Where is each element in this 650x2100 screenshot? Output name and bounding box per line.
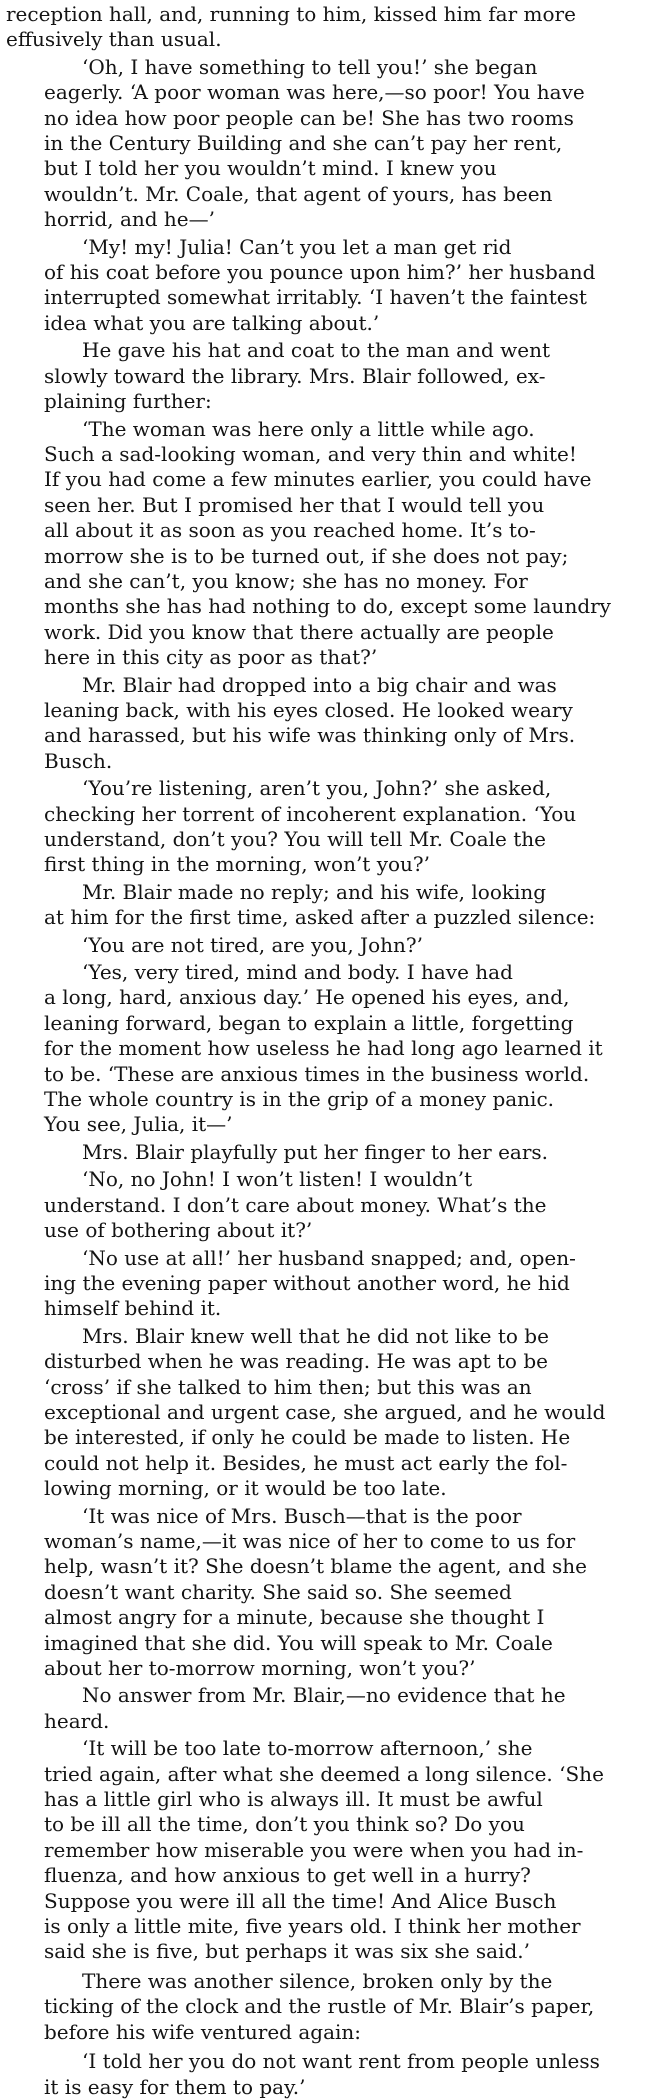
text-line: ‘cross’ if she talked to him then; but this was an bbox=[44, 1374, 532, 1399]
text-line: tried again, after what she deemed a long silence. ‘She bbox=[44, 1761, 604, 1786]
text-line: no idea how poor people can be! She has two rooms bbox=[44, 105, 574, 130]
text-line: in the Century Building and she can’t pay her rent, bbox=[44, 131, 563, 156]
text-line: doesn’t want charity. She said so. She seemed bbox=[44, 1579, 512, 1604]
paragraph bbox=[6, 1246, 642, 1322]
text-line: a long, hard, anxious day.’ He opened his eyes, and, bbox=[44, 985, 570, 1010]
text-line: Such a sad-looking woman, and very thin and white! bbox=[44, 441, 577, 466]
text-line: ‘Oh, I have something to tell you!’ she began bbox=[82, 54, 538, 79]
text-line: There was another silence, broken only by the bbox=[82, 1968, 553, 1993]
text-line: leaning back, with his eyes closed. He looked weary bbox=[44, 697, 573, 722]
text-line: for the moment how useless he had long ago learned it bbox=[44, 1036, 603, 1061]
text-line: interrupted somewhat irritably. ‘I haven’t the faintest bbox=[44, 285, 587, 310]
text-line: ‘It was nice of Mrs. Busch—that is the poor bbox=[82, 1503, 522, 1528]
text-line: about her to-morrow morning, won’t you?’ bbox=[44, 1656, 476, 1680]
paragraph bbox=[6, 1504, 642, 1682]
text-line: almost angry for a minute, because she thought I bbox=[44, 1605, 545, 1630]
text-line: and harassed, but his wife was thinking only of Mrs. bbox=[44, 723, 576, 748]
text-line: ing the evening paper without another word, he hid bbox=[44, 1270, 570, 1295]
text-line: remember how miserable you were when you had in- bbox=[44, 1837, 584, 1862]
text-line: Mrs. Blair knew well that he did not like to be bbox=[82, 1323, 549, 1348]
text-line: imagined that she did. You will speak to Mr. Coale bbox=[44, 1630, 553, 1655]
text-line: Mr. Blair made no reply; and his wife, looking bbox=[82, 879, 547, 904]
text-line: months she has had nothing to do, except some laundry bbox=[44, 594, 611, 619]
text-line: heard. bbox=[44, 1708, 110, 1733]
document-page bbox=[0, 2, 650, 2100]
text-line: horrid, and he—’ bbox=[44, 207, 215, 232]
text-line: Mr. Blair had dropped into a big chair and was bbox=[82, 672, 557, 697]
text-line: reception hall, and, running to him, kissed him far more bbox=[6, 2, 576, 26]
text-line: here in this city as poor as that?’ bbox=[44, 645, 378, 670]
text-line: morrow she is to be turned out, if she does not pay; bbox=[44, 543, 569, 568]
text-line: ‘The woman was here only a little while ago. bbox=[82, 416, 535, 441]
text-line: If you had come a few minutes earlier, you could have bbox=[44, 467, 592, 492]
text-line: woman’s name,—it was nice of her to come to us for bbox=[44, 1528, 576, 1553]
text-line: work. Did you know that there actually are people bbox=[44, 619, 554, 644]
paragraph bbox=[6, 338, 642, 414]
text-line: to be ill all the time, don’t you think so? Do you bbox=[44, 1812, 525, 1837]
text-line: to be. ‘These are anxious times in the business world. bbox=[44, 1061, 590, 1086]
text-line: all about it as soon as you reached home. It’s to- bbox=[44, 518, 536, 543]
text-line: exceptional and urgent case, she argued, and he would bbox=[44, 1399, 606, 1424]
text-line: ‘You are not tired, are you, John?’ bbox=[82, 932, 423, 957]
text-line: could not help it. Besides, he must act early the fol- bbox=[44, 1450, 568, 1475]
text-line: seen her. But I promised her that I would tell you bbox=[44, 492, 545, 517]
text-line: ticking of the clock and the rustle of Mr. Blair’s paper, bbox=[44, 1994, 595, 2019]
paragraph bbox=[6, 960, 642, 1138]
text-line: ‘Yes, very tired, mind and body. I have had bbox=[82, 960, 513, 985]
text-line: before his wife ventured again: bbox=[44, 2019, 362, 2044]
paragraph bbox=[6, 417, 642, 671]
text-line: fluenza, and how anxious to get well in a hurry? bbox=[44, 1863, 531, 1888]
text-line: himself behind it. bbox=[44, 1296, 222, 1321]
text-line: ‘You’re listening, aren’t you, John?’ she asked, bbox=[82, 776, 552, 801]
text-line: disturbed when he was reading. He was apt to be bbox=[44, 1349, 548, 1374]
text-line: of his coat before you pounce upon him?’ her husband bbox=[44, 260, 596, 285]
paragraph bbox=[6, 1140, 642, 1165]
text-line: wouldn’t. Mr. Coale, that agent of yours, has been bbox=[44, 181, 553, 206]
text-line: Mrs. Blair playfully put her finger to her ears. bbox=[82, 1139, 549, 1164]
text-line: help, wasn’t it? She doesn’t blame the agent, and she bbox=[44, 1554, 587, 1579]
text-line: You see, Julia, it—’ bbox=[44, 1112, 233, 1137]
text-line: understand. I don’t care about money. What’s the bbox=[44, 1192, 547, 1217]
paragraph bbox=[6, 2049, 642, 2100]
paragraph bbox=[6, 1736, 642, 1965]
text-line: and she can’t, you know; she has no money. For bbox=[44, 568, 528, 593]
text-line: Busch. bbox=[44, 748, 113, 773]
paragraph bbox=[6, 1969, 642, 2045]
text-line: checking her torrent of incoherent explanation. ‘You bbox=[44, 801, 577, 826]
text-line: Suppose you were ill all the time! And Alice Busch bbox=[44, 1888, 557, 1913]
text-line: The whole country is in the grip of a money panic. bbox=[44, 1087, 555, 1112]
text-line: but I told her you wouldn’t mind. I knew you bbox=[44, 156, 497, 181]
paragraph bbox=[6, 880, 642, 931]
text-line: said she is five, but perhaps it was six she said.’ bbox=[44, 1939, 530, 1964]
text-line: No answer from Mr. Blair,—no evidence that he bbox=[82, 1683, 566, 1708]
text-line: eagerly. ‘A poor woman was here,—so poor! You have bbox=[44, 80, 585, 105]
text-line: be interested, if only he could be made to listen. He bbox=[44, 1425, 571, 1450]
text-line: understand, don’t you? You will tell Mr. Coale the bbox=[44, 827, 546, 851]
paragraph bbox=[6, 2, 642, 53]
paragraph bbox=[6, 1324, 642, 1502]
paragraph bbox=[6, 235, 642, 337]
text-line: first thing in the morning, won’t you?’ bbox=[44, 852, 430, 877]
paragraph bbox=[6, 55, 642, 233]
text-line: slowly toward the library. Mrs. Blair followed, ex- bbox=[44, 363, 546, 388]
text-line: it is easy for them to pay.’ bbox=[44, 2074, 306, 2099]
paragraph bbox=[6, 933, 642, 958]
text-line: ‘It will be too late to-morrow afternoon,’ she bbox=[82, 1736, 533, 1761]
text-line: He gave his hat and coat to the man and went bbox=[82, 338, 550, 363]
paragraph bbox=[6, 776, 642, 878]
text-line: at him for the first time, asked after a puzzled silence: bbox=[44, 905, 596, 930]
text-line: lowing morning, or it would be too late. bbox=[44, 1476, 447, 1501]
text-line: effusively than usual. bbox=[6, 27, 222, 52]
text-column bbox=[6, 2, 642, 2100]
text-line: plaining further: bbox=[44, 389, 212, 414]
text-line: has a little girl who is always ill. It must be awful bbox=[44, 1787, 543, 1812]
text-line: is only a little mite, five years old. I think her mother bbox=[44, 1914, 581, 1939]
paragraph bbox=[6, 673, 642, 775]
paragraph bbox=[6, 1167, 642, 1243]
text-line: ‘No use at all!’ her husband snapped; and, open- bbox=[82, 1245, 576, 1270]
text-line: idea what you are talking about.’ bbox=[44, 310, 380, 335]
text-line: ‘I told her you do not want rent from people unless bbox=[82, 2049, 600, 2074]
paragraph bbox=[6, 1683, 642, 1734]
text-line: ‘My! my! Julia! Can’t you let a man get rid bbox=[82, 234, 512, 259]
text-line: ‘No, no John! I won’t listen! I wouldn’t bbox=[82, 1167, 473, 1192]
text-line: leaning forward, began to explain a little, forgetting bbox=[44, 1010, 574, 1035]
text-line: use of bothering about it?’ bbox=[44, 1218, 313, 1243]
